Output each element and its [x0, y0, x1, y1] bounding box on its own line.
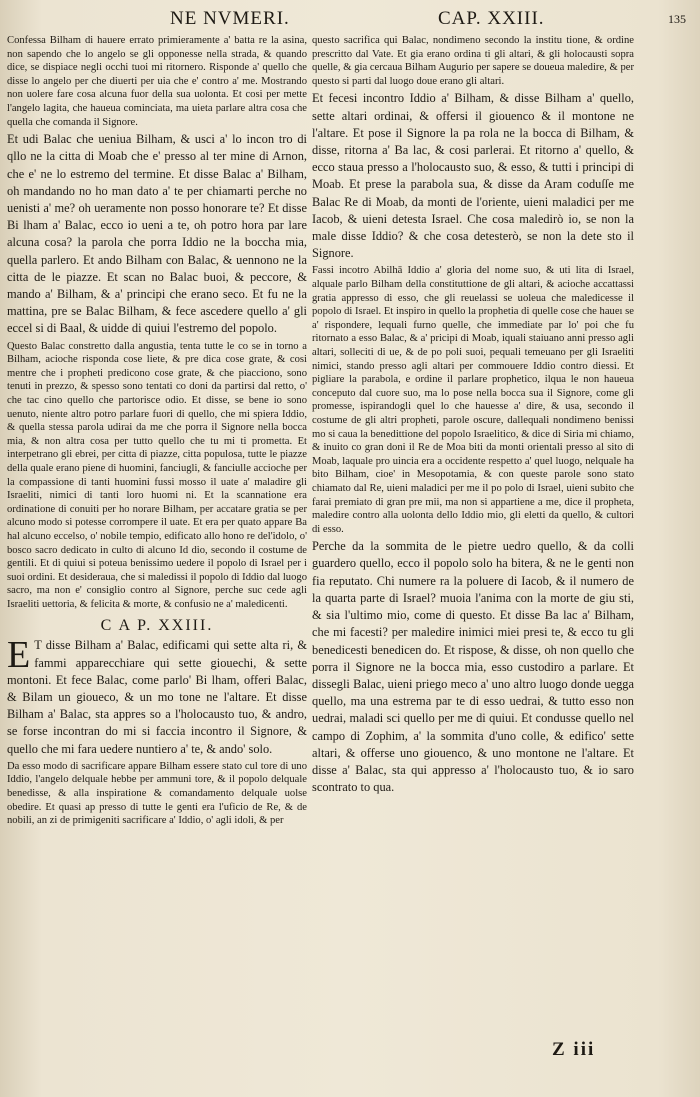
gloss-paragraph: Confessa Bilham di hauere errato primieramente a' batta re la asina, non sapendo che lo angelo se gli opponesse nella strada, & quando dice, se dispiace negli occhi tuoi mi ritornero. Risponde a' quello che disse lo angelo per che diuerti per uia che e' contro a' me. Mostrando non uolere fare cosa alcuna fuor della sua uolonta. Et cosi per mette l'angelo lagita, che haueua cominciata, ma uieta parlare altra cosa che quella che comanda il Signore.: [7, 35, 307, 128]
text-paragraph: Et udi Balac che ueniua Bilham, & usci a' lo incon tro di qllo ne la citta di Moab che e' presso al ter mine di Arnon, che e' ne lo estremo del termine. Et disse Balac a' Bilham, oh mandando no ho man dato a' te per chiamarti perche no uenisti a' me? oh ueramente non posso honorare te? Et disse Bi lham a' Balac, ecco io ueni a te, oh potro hora par lare alcuna cosa? la parola che porra Iddio ne la boccha mia, quella parlero. Et ando Bilham con Balac, & uennono ne la citta de le piazze. Et scan no Balac buoi, & peccore, & mando a' Bilham, & a' principi che erano seco. Et fu ne la mattina, pre se Balac Bilham, & fece ascedere quello a' gli eccel si di Baal, & uidde di quiui l'estremo del popolo.: [7, 132, 307, 336]
running-head-right: CAP. XXIII.: [438, 8, 545, 29]
running-head-left: NE NVMERI.: [170, 8, 290, 29]
text-paragraph: [7, 634, 307, 757]
gloss-paragraph: Questo Balac constretto dalla angustia, tenta tutte le co se in torno a Bilham, acioche risponda cose liete, & pre dica cose grate, & cosi mentre che i propheti predicono cose grate, & che piacciono, sono tenuti in prezzo, & spesso sono tentati co doni da partirsi dal retto, o' che tac cino quello che partorisce odio. Et disse, se bene io sono uenuto, niente altro potro parlare fuori di quello, che mi spiera Iddio, & quella stessa parola udirai da me che porra il Signore nella bocca mia, & non altra cosa per tutto quello che tu mi ti prometta. Et interpetrano gli ebrei, per citta di piazze, citta populosa, tutte le piazze della quale erano piene di huomini, fanciugli, & fanciulle accioche per la compassione di tanti huomini fussi mosso il uate a' maladire gli Israeliti, nimici di tanti loro huomi ni. Et la scannatione era ordinatione di conuiti per ho norare Bilham, per accatare gratia se per alcuno modo si potesse corrompere il uate. Et era per quato appare Ba hal alcuno eccelso, o' nobile tempio, edificato allo hono re del'idolo, o' bosco sacro dedicato in culto di alcuno Id dio, secondo il costume de gentili. Et di quiui si poteua benissimo uedere il popolo di Israel per i suoi ordini. Et desideraua, che si maledissi il popolo di Iddio dal luogo sacro, ma non e' consiglio contro al Signore, perche suc cede agli Israeliti uettoria, & felicita & morte, & confusio ne a' maledicenti.: [7, 340, 307, 610]
signature-mark: Z iii: [552, 1039, 596, 1060]
gloss-paragraph: questo sacrifica qui Balac, nondimeno secondo la institu tione, & ordine prescritto dal Vate. Et gia erano ordina ti gli altari, & gli holocausti sopra quelle, & gia cercaua Bilham Augurio per sapere se doueua maledire, & per questo si parti dal luogo doue erano gli altari.: [312, 35, 634, 87]
gloss-paragraph: Da esso modo di sacrificare appare Bilham essere stato cul tore di uno Iddio, l'angelo delquale hebbe per ammuni tore, & il popolo delquale benedisse, & alla inspiratione & comandamento delquale uolse obedire. Et quasi ap presso di tutte le genti era l'uficio de Re, & de nobili, an zi de primigeniti sacrificare a' Iddio, o' agli idoli, & per: [7, 760, 307, 827]
text-paragraph: Et fecesi incontro Iddio a' Bilham, & disse Bilham a' quello, sette altari ordinai, & offersi il giouenco & il montone ne l'altare. Et pose il Signore la pa rola ne la bocca di Bilham, & disse, ritorna a' Ba lac, & cosi parlerai. Et ritorno a' quello, & ecco staua presso a l'holocausto suo, & esso, & tutti i principi di Moab. Et prese la parabola sua, & disse da Aram coduſſe me Balac Re di Moab, da monti de l'oriente, uieni maladici per me Iacob, & uieni detesta Israel. Che cosa maledirò io, se non la male disse Iddio? & che cosa detesterò, se non la dete sto il Signore.: [312, 91, 634, 261]
text-paragraph: Perche da la sommita de le pietre uedro quello, & da colli guardero quello, ecco il popolo solo ha bitera, & ne le genti non fia reputato. Chi numere ra la poluere di Iacob, & il numero de la quarta parte di Israel? muoia l'anima con la morte de giu sti, & sia l'ultimo mio, come di questo. Et disse Ba lac a' Bilham, che mi facesti? per maledire inimici miei presi te, & ecco tu gli benedicesti benedicen do. Et rispose, & disse, oh non quello che porra il Signore ne la bocca mia, esso custodiro a parlare. Et dissegli Balac, uieni priego meco a' uno altro luogo donde uegga quello, ma una estrema par te di esso uedrai, & tutto esso non uedrai, maladi sci quello per me di quiui. Et condusse quello nel campo di Zophim, a' la sommita d'uno colle, & edifico' sette altari, & offerse uno giouenco, & uno montone ne l'altare. Et disse a' Balac, sta qui appresso a' l'holocausto tuo, & io saro scontrato to qua.: [312, 539, 634, 795]
folio-number: 135: [668, 12, 686, 26]
text-paragraph-body: T disse Bilham a' Balac, edificami qui sette alta ri, & fammi apparecchiare qui sette giouechi, & sette montoni. Et fece Balac, come parlo' Bi lham, offeri Balac, & Bilam un gioueco, & un mo tone ne l'altare. Et disse Bilham a' Balac, sta appres so a l'holocausto tuo, & andro, se forse incontran do mi si faccia incontro il Signore, & quello che mi fara uedere nuntiero a' te, & ando' solo.: [7, 638, 307, 756]
drop-cap: E: [7, 634, 31, 677]
gloss-paragraph: Fassi incotro Abilhā Iddio a' gloria del nome suo, & uti lita di Israel, alquale parlo Bilham della constituttione de gli altari, & acioche accattassi gratia appresso di esso, che gli reuelassi se uoleua che maledicesse il popolo di Israel. Et inspiro in quello la prophetia di quelle cose che haueı se a' rispondere, lequali furno quelle, che immediate par lo' poi che fu ritornato a esso Balac, & a' pricipi di Moab, iquali staiuano anni presso agli altari, solleciti di ue, & de po poli suoi, pequali temeuano per gli Israeliti nimici, stando presso agli altari per commouere Iddio contro diessi. Et pigliare la parabola, e ordine il parlare prophetico, ilqua le non haueua conceputo dal cuore suo, ma lo pose nella bocca sua il Signore, come gli promesse, ispirandogli quel lo che hauesse a' dire, & usa, secondo il costume de gli altri propheti, parole oscure, dallequali nondimeno benissi mo si caua la benedittione del popolo Israelitico, & dice di Siria mi chiamo, & inuito co gran doni il Re de Moa biti da monti orientali presso al sito di Moab, laquale pro uincia era a occidente respetto a' quel luogo, nelquale ha bito Bilham, cioe' in Mesopotamia, & con queste parole sono stato chiamato dal Re, uieni maladici per me il po polo di Israel, uieni subito che farai premiato di gran pre mii, ma non si appartiene a me, dice il propheta, maledire contro alla uolonta dello Iddio mio, gli eletti da quello, & cultori di esso.: [312, 265, 634, 535]
left-column: [7, 34, 307, 1067]
right-column: [312, 34, 634, 1067]
chapter-heading: C A P. XXIII.: [100, 617, 214, 635]
running-head: [0, 8, 700, 34]
